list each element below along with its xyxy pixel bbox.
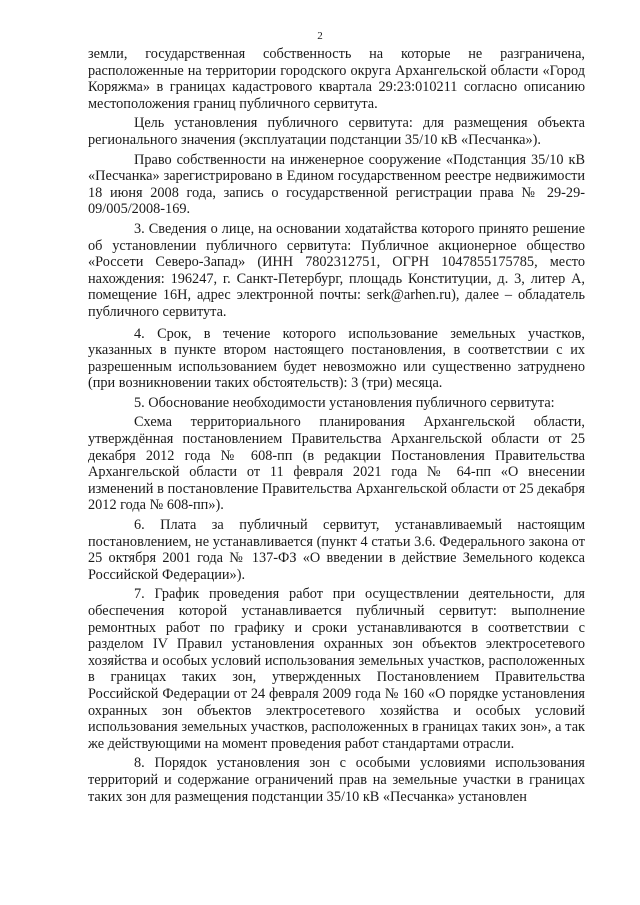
paragraph-land-description: земли, государственная собственность на которые не разграничена, расположенные на территории городского округа Архангельской области «Город Коряжма» в границах кадастрового квартала 29:23:010211 согласно описанию местоположения границ публичного сервитута. (88, 46, 585, 112)
paragraph-item-6-fee: 6. Плата за публичный сервитут, устанавливаемый настоящим постановлением, не устанавливается (пункт 4 статьи 3.6. Федерального закона от 25 октября 2001 года № 137-ФЗ «О введении в действие Земельного кодекса Российской Федерации»). (88, 517, 585, 583)
paragraph-ownership-registration: Право собственности на инженерное сооружение «Подстанция 35/10 кВ «Песчанка» зарегистрировано в Едином государственном реестре недвижимости 18 июня 2008 года, запись о государственной регистрации права № 29-29-09/005/2008-169. (88, 151, 585, 218)
paragraph-item-3-applicant: 3. Сведения о лице, на основании ходатайства которого принято решение об установлении публичного сервитута: Публичное акционерное общество «Россети Северо-Запад» (ИНН 7802312751, ОГРН 1047855175785, место нахождения: 196247, г. Санкт-Петербург, площадь Конституции, д. 3, литер А, помещение 16Н, адрес электронной почты: serk@arhen.ru), далее – обладатель публичного сервитута. (88, 220, 585, 320)
paragraph-item-4-term: 4. Срок, в течение которого использование земельных участков, указанных в пункте втором настоящего постановления, в соответствии с их разрешенным использованием будет невозможно или существенно затруднено (при возникновении таких обстоятельств): 3 (три) месяца. (88, 325, 585, 392)
paragraph-item-8-zones: 8. Порядок установления зон с особыми условиями использования территорий и содержание ограничений прав на земельные участки в границах таких зон для размещения подстанции 35/10 кВ «Песчанка» установлен (88, 755, 585, 805)
paragraph-item-7-schedule: 7. График проведения работ при осуществлении деятельности, для обеспечения которой устанавливается публичный сервитут: выполнение ремонтных работ по графику и сроки устанавливаются в соответствии с разделом IV Правил установления охранных зон объектов электросетевого хозяйства и особых условий использования земельных участков, расположенных в границах таких зон, утвержденных Постановлением Правительства Российской Федерации от 24 февраля 2009 года № 160 «О порядке установления охранных зон объектов электросетевого хозяйства и особых условий использования земельных участков, расположенных в границах таких зон», а так же действующими на момент проведения работ стандартами отрасли. (88, 586, 585, 752)
paragraph-servitude-purpose: Цель установления публичного сервитута: для размещения объекта регионального значения (эксплуатации подстанции 35/10 кВ «Песчанка»). (88, 115, 585, 148)
paragraph-planning-scheme: Схема территориального планирования Архангельской области, утверждённая постановлением Правительства Архангельской области от 25 декабря 2012 года № 608-пп (в редакции Постановления Правительства Архангельской области от 11 февраля 2021 года № 64-пп «О внесении изменений в постановление Правительства Архангельской области от 25 декабря 2012 года № 608-пп»). (88, 414, 585, 514)
paragraph-item-5-justification: 5. Обоснование необходимости установления публичного сервитута: (134, 394, 555, 411)
document-body (88, 46, 585, 805)
page-number: 2 (317, 30, 323, 42)
